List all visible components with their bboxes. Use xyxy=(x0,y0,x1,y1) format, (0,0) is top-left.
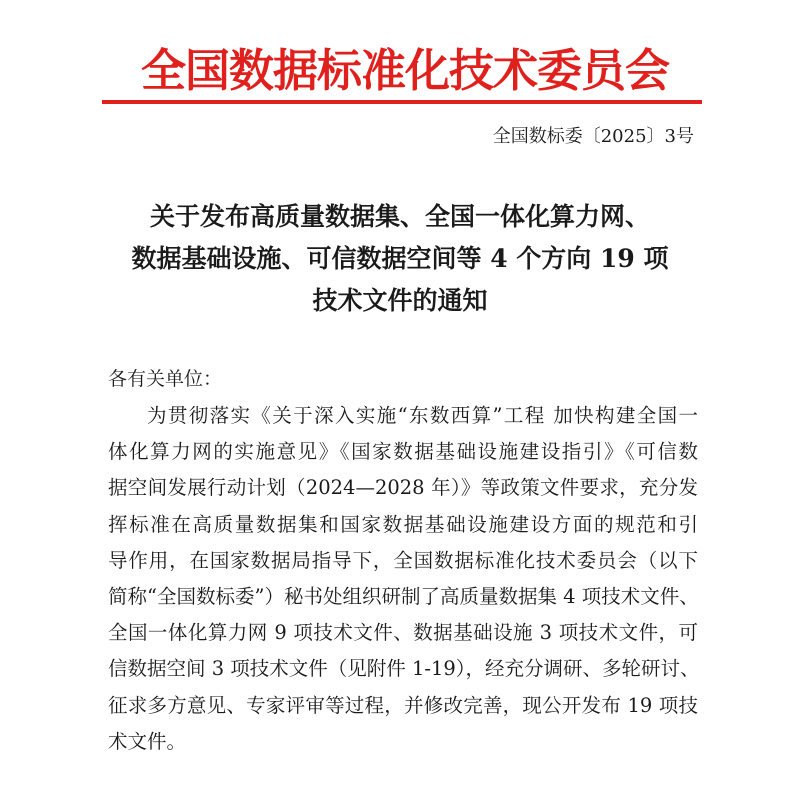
salutation: 各有关单位： xyxy=(108,368,223,390)
red-header-rule xyxy=(102,100,702,104)
title-line-1: 关于发布高质量数据集、全国一体化算力网、 xyxy=(149,202,650,231)
body-line-10: 术文件。 xyxy=(108,729,187,753)
body-paragraph xyxy=(108,398,698,760)
body-line-5: 导作用，在国家数据局指导下，全国数据标准化技术委员会（以下 xyxy=(108,548,698,572)
body-line-2: 体化算力网的实施意见》《国家数据基础设施建设指引》《可信数 xyxy=(108,440,698,464)
body-line-6: 简称“全国数标委”）秘书处组织研制了高质量数据集 4 项技术文件、 xyxy=(108,584,699,608)
body-line-7: 全国一体化算力网 9 项技术文件、数据基础设施 3 项技术文件，可 xyxy=(108,621,698,645)
title-line-2: 数据基础设施、可信数据空间等 4 个方向 19 项 xyxy=(131,244,669,273)
body-line-4: 挥标准在高质量数据集和国家数据基础设施建设方面的规范和引 xyxy=(108,512,698,536)
body-line-9: 征求多方意见、专家评审等过程，并修改完善，现公开发布 19 项技 xyxy=(108,693,698,717)
title-line-3: 技术文件的通知 xyxy=(312,286,488,315)
issuer-name: 全国数据标准化技术委员会 xyxy=(140,44,669,97)
document-number: 全国数标委〔2025〕3号 xyxy=(492,126,694,147)
body-line-8: 信数据空间 3 项技术文件（见附件 1-19），经充分调研、多轮研讨、 xyxy=(108,657,700,681)
notice-title xyxy=(90,196,710,322)
body-line-1: 为贯彻落实《关于深入实施“东数西算”工程 加快构建全国一 xyxy=(147,404,698,427)
body-line-3: 据空间发展行动计划（2024—2028 年）》等政策文件要求，充分发 xyxy=(108,476,698,500)
